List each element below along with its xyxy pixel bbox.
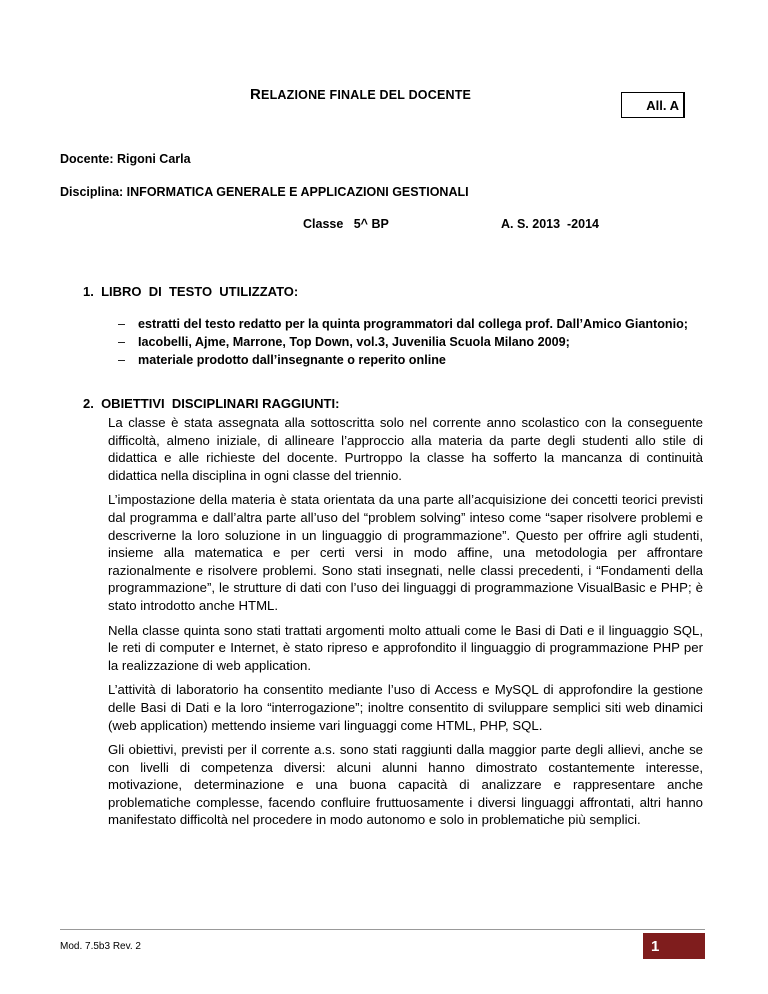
class-line: Classe 5^ BP bbox=[303, 217, 389, 231]
textbook-list bbox=[118, 316, 698, 370]
objectives-body bbox=[108, 414, 703, 836]
paragraph: La classe è stata assegnata alla sottoscritta solo nel corrente anno scolastico con la conseguente difficoltà, almeno iniziale, di allineare l’approccio alla materia da parte degli studenti allo stile di didattica e alle richieste del docente. Purtroppo la classe ha sofferto la mancanza di continuità didattica nella disciplina in ogni classe del triennio. bbox=[108, 415, 703, 483]
paragraph: L’attività di laboratorio ha consentito mediante l’uso di Access e MySQL di approfondire la gestione delle Basi di Dati e la loro “interrogazione”; inoltre consentito di sviluppare semplici siti web dinamici (web application) mettendo insieme vari linguaggi come HTML, PHP, SQL. bbox=[108, 682, 703, 733]
title-initial: R bbox=[250, 86, 262, 103]
school-year-line: A. S. 2013 -2014 bbox=[501, 217, 599, 231]
subject-line: Disciplina: INFORMATICA GENERALE E APPLICAZIONI GESTIONALI bbox=[60, 185, 469, 199]
section-heading-objectives: 2. OBIETTIVI DISCIPLINARI RAGGIUNTI: bbox=[83, 396, 340, 411]
list-item: – estratti del testo redatto per la quinta programmatori dal collega prof. Dall’Amico Giantonio; bbox=[118, 316, 698, 332]
page-title bbox=[250, 86, 471, 103]
paragraph: Gli obiettivi, previsti per il corrente a.s. sono stati raggiunti dalla maggior parte degli allievi, anche se con livelli di competenza diversi: alcuni alunni hanno dimostrato costantemente interesse, motivazione, determinazione e una buona capacità di analizzare e rappresentare anche problematiche complesse, facendo confluire fruttuosamente i diversi linguaggi affrontati, altri hanno manifestato difficoltà nel procedere in modo autonomo e solo in problematiche più semplici. bbox=[108, 742, 703, 828]
section-heading-textbook: 1. LIBRO DI TESTO UTILIZZATO: bbox=[83, 284, 299, 299]
page-number: 1 bbox=[643, 933, 705, 959]
list-item: – materiale prodotto dall’insegnante o reperito online bbox=[118, 352, 698, 368]
footer-module-code: Mod. 7.5b3 Rev. 2 bbox=[60, 941, 141, 952]
annex-label: All. A bbox=[621, 92, 685, 118]
paragraph: Nella classe quinta sono stati trattati argomenti molto attuali come le Basi di Dati e il linguaggio SQL, le reti di computer e Internet, è stato ripreso e approfondito il linguaggio di programmazione PHP per la realizzazione di web application. bbox=[108, 622, 703, 673]
title-rest: ELAZIONE FINALE DEL DOCENTE bbox=[261, 88, 472, 102]
paragraph: L’impostazione della materia è stata orientata da una parte all’acquisizione dei concetti teorici previsti dal programma e dall’altra parte all’uso del “problem solving” inteso come “saper risolvere problemi e descriverne la loro soluzione in un linguaggio di programmazione”. Questo per offrire agli studenti, insieme alla matematica e per certi versi in modo affine, una metodologia per affrontare razionalmente e risolvere problemi. Sono stati insegnati, nelle classi precedenti, i “Fondamenti della programmazione”, le strutture di dati con l’uso dei linguaggi di programmazione VisualBasic e PHP; è stato introdotto anche HTML. bbox=[108, 492, 703, 613]
footer-divider bbox=[60, 929, 705, 930]
teacher-line: Docente: Rigoni Carla bbox=[60, 152, 191, 166]
list-item: – Iacobelli, Ajme, Marrone, Top Down, vol.3, Juvenilia Scuola Milano 2009; bbox=[118, 334, 698, 350]
